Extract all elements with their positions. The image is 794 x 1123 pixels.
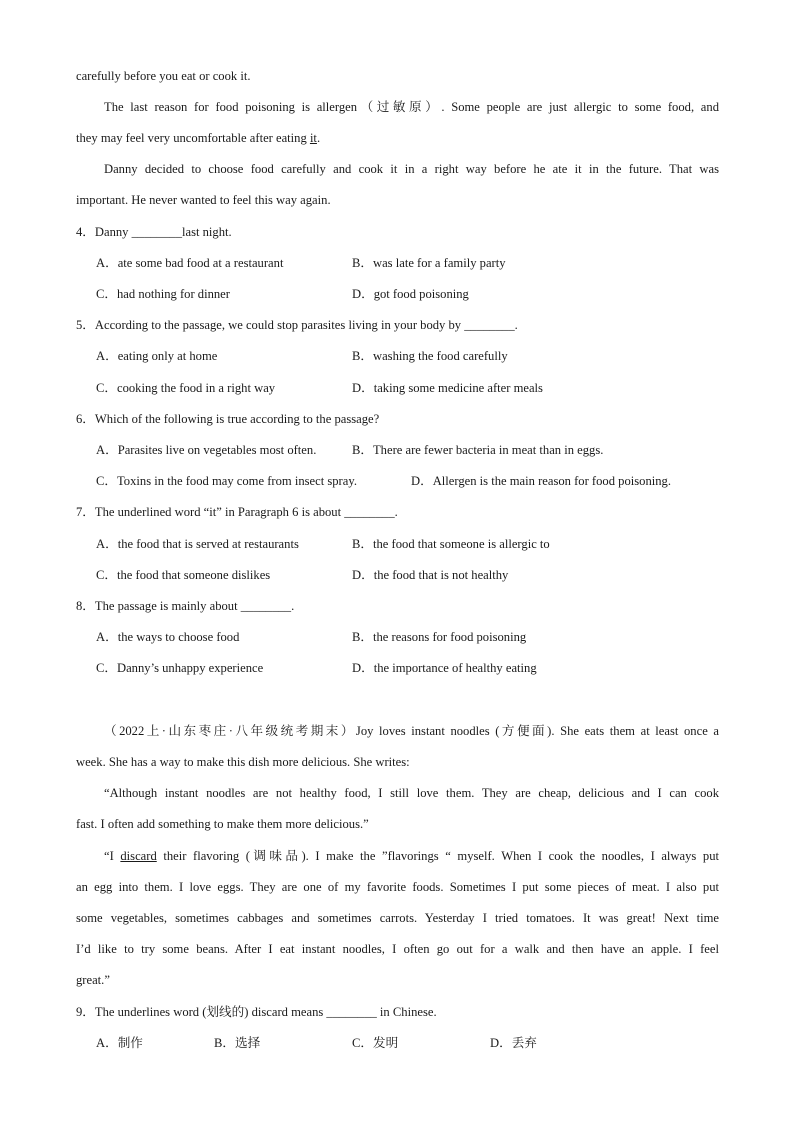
option-b[interactable]: B．the food that someone is allergic to xyxy=(352,537,550,551)
option-d[interactable]: D．Allergen is the main reason for food poisoning. xyxy=(411,474,671,488)
passage-line: carefully before you eat or cook it. xyxy=(76,69,251,83)
text-run: they may feel very uncomfortable after eating xyxy=(76,131,310,145)
question-stem: 7．The underlined word “it” in Paragraph 6 is about ________. xyxy=(76,505,398,519)
option-a[interactable]: A．the ways to choose food xyxy=(96,630,240,644)
passage-line: “Although instant noodles are not healthy food, I still love them. They are cheap, delicious and I can cook xyxy=(104,786,719,800)
option-a[interactable]: A．ate some bad food at a restaurant xyxy=(96,256,284,270)
option-b[interactable]: B．选择 xyxy=(214,1036,261,1050)
option-c[interactable]: C．Danny’s unhappy experience xyxy=(96,661,264,675)
option-b[interactable]: B．the reasons for food poisoning xyxy=(352,630,527,644)
option-a[interactable]: A．the food that is served at restaurants xyxy=(96,537,299,551)
option-b[interactable]: B．There are fewer bacteria in meat than in eggs. xyxy=(352,443,604,457)
option-d[interactable]: D．丢弃 xyxy=(490,1036,537,1050)
passage-line: week. She has a way to make this dish more delicious. She writes: xyxy=(76,755,410,769)
text-run: . xyxy=(316,131,321,145)
question-stem: 8．The passage is mainly about ________. xyxy=(76,599,295,613)
option-d[interactable]: D．got food poisoning xyxy=(352,287,469,301)
passage-line: Danny decided to choose food carefully and cook it in a right way before he ate it in the future. That was xyxy=(104,162,719,176)
underlined-word: it xyxy=(309,131,317,145)
underlined-word: discard xyxy=(120,849,157,863)
option-d[interactable]: D．the importance of healthy eating xyxy=(352,661,537,675)
text-run: “I xyxy=(104,849,121,863)
option-c[interactable]: C．Toxins in the food may come from insect spray. xyxy=(96,474,357,488)
option-c[interactable]: C．had nothing for dinner xyxy=(96,287,230,301)
question-stem: 6．Which of the following is true according to the passage? xyxy=(76,412,380,426)
passage-line: great.” xyxy=(76,973,110,987)
passage-line: fast. I often add something to make them more delicious.” xyxy=(76,817,369,831)
option-c[interactable]: C．cooking the food in a right way xyxy=(96,381,276,395)
passage-line: I’d like to try some beans. After I eat instant noodles, I often go out for a walk and then have an apple. I feel xyxy=(76,942,719,956)
passage-intro: （2022上·山东枣庄·八年级统考期末）Joy loves instant noodles (方便面). She eats them at least once a xyxy=(104,724,719,738)
passage-line: important. He never wanted to feel this way again. xyxy=(76,193,331,207)
option-b[interactable]: B．was late for a family party xyxy=(352,256,506,270)
option-b[interactable]: B．washing the food carefully xyxy=(352,349,508,363)
passage-line: The last reason for food poisoning is allergen（过敏原）. Some people are just allergic to some food, and xyxy=(104,100,719,114)
option-d[interactable]: D．the food that is not healthy xyxy=(352,568,509,582)
option-a[interactable]: A．eating only at home xyxy=(96,349,218,363)
option-c[interactable]: C．the food that someone dislikes xyxy=(96,568,271,582)
option-a[interactable]: A．制作 xyxy=(96,1036,143,1050)
question-stem: 5．According to the passage, we could stop parasites living in your body by ________. xyxy=(76,318,518,332)
passage-line: an egg into them. I love eggs. They are one of my favorite foods. Sometimes I put some pieces of meat. I also put xyxy=(76,880,719,894)
question-stem: 9．The underlines word (划线的) discard means ________ in Chinese. xyxy=(76,1005,437,1019)
question-stem: 4．Danny ________last night. xyxy=(76,225,232,239)
passage-line xyxy=(76,130,719,146)
option-d[interactable]: D．taking some medicine after meals xyxy=(352,381,543,395)
option-a[interactable]: A．Parasites live on vegetables most often. xyxy=(96,443,317,457)
option-c[interactable]: C．发明 xyxy=(352,1036,399,1050)
passage-line xyxy=(104,848,719,864)
text-run: their flavoring (调味品). I make the ”flavorings “ myself. When I cook the noodles, I always put xyxy=(156,849,719,863)
passage-line: some vegetables, sometimes cabbages and sometimes carrots. Yesterday I tried tomatoes. It was great! Next time xyxy=(76,911,719,925)
